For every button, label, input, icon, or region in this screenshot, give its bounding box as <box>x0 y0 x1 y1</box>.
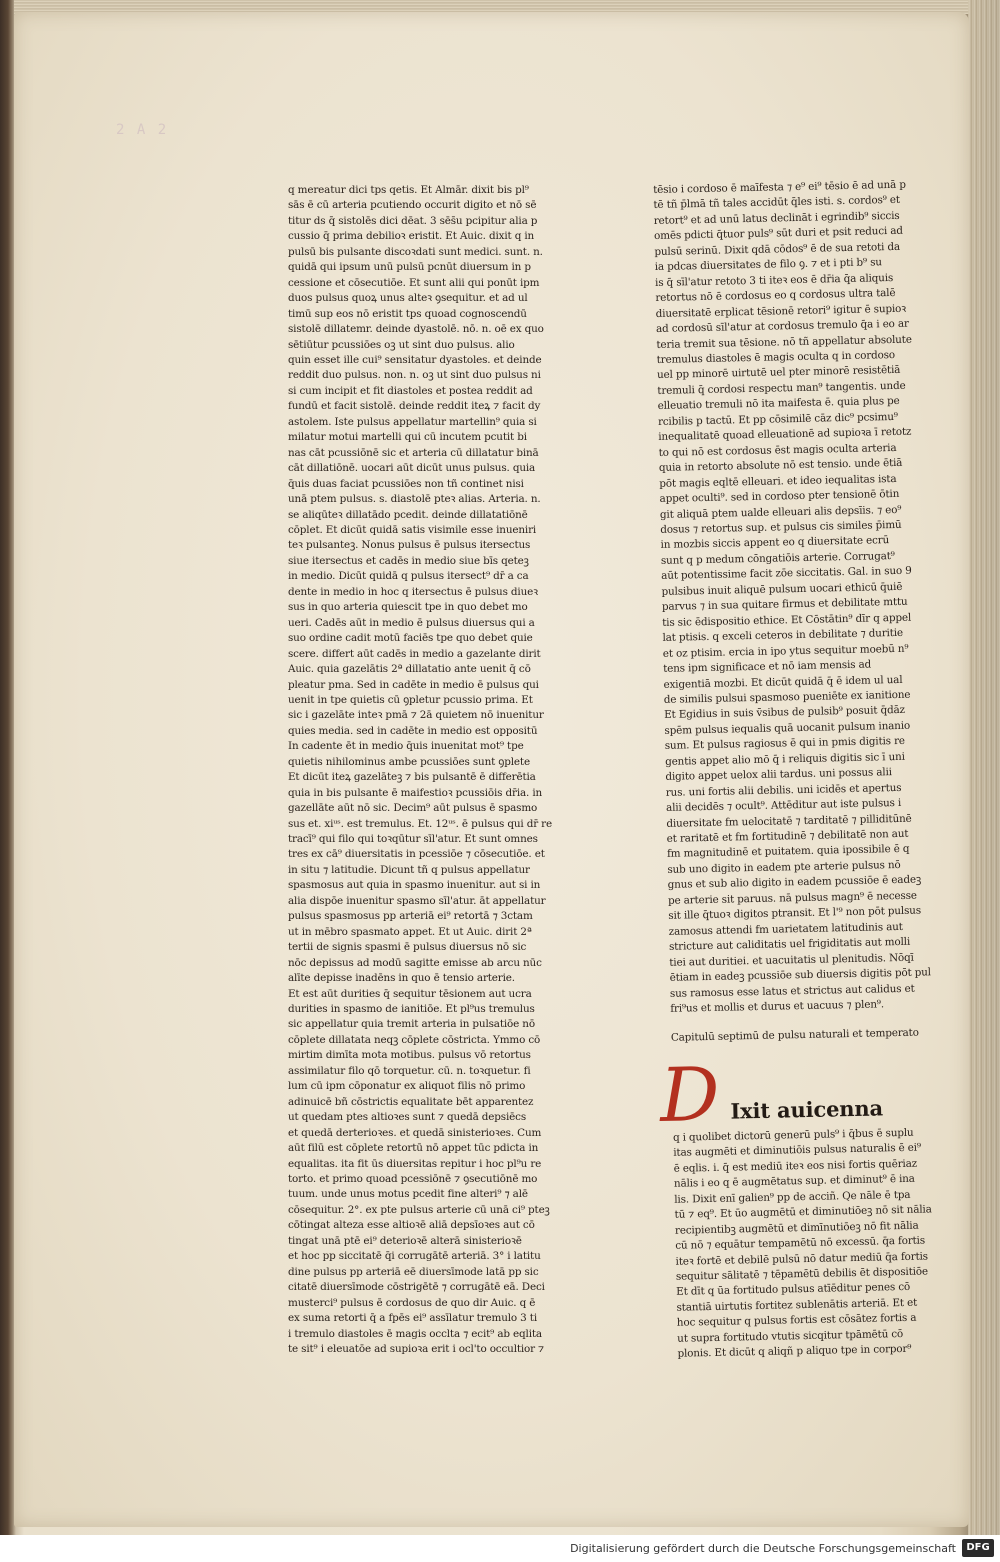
text-line: nālis i eo q ē augmētatus sup. et diminut⁹ ē ina <box>673 1173 915 1191</box>
text-line: appet oculti⁹. sed in cordoso pter tensionē ōtin <box>659 487 900 505</box>
text-line: cāt dillatiōnē. uocari aūt dicūt unus pulsus. quia <box>288 462 536 475</box>
text-line: ut quedam ptes altioꝛes sunt ⁊ quedā depsiēcs <box>288 1111 526 1124</box>
text-line: Et est aūt durities q̄ sequitur tēsionem aut ucra <box>288 987 532 1000</box>
text-line: diuersitatē erplicat tēsionē retori⁹ igitur ē supioꝛ <box>655 302 907 320</box>
text-line: cū nō ⁊ equātur tempamētū nō excessū. q̄a fortis <box>675 1234 926 1252</box>
text-line: ad cordosū sīl'atur at cordosus tremulo q̄a i eo ar <box>655 317 909 336</box>
text-line: dosus ⁊ retortus sup. et pulsus cis similes p̄imū <box>660 518 902 536</box>
text-line: pe arterie sit paruus. nā pulsus magn⁹ ē necesse <box>667 889 917 907</box>
text-line: lum cū ipm cōponatur ex aliquot filis nō primo <box>288 1080 526 1093</box>
text-line: tiei aut duritiei. et uacuitatis ul plenitudis. Nōqī <box>669 951 914 969</box>
text-line: tracī⁹ qui filo qui toꝛqūtur sīl'atur. Et sunt omnes <box>288 833 538 846</box>
text-line: ut supra fortitudo vtutis sicqitur tpāmētū cō <box>677 1327 904 1345</box>
text-line: et oz ptisim. ercia in ipo ytus sequitur moebū n⁹ <box>662 642 909 660</box>
left-text-column <box>288 183 560 1357</box>
text-line: assimilatur filo qō torquetur. cū. n. toꝛquetur. fi <box>288 1064 531 1077</box>
text-line: in medio. Dicūt quidā q pulsus itersect⁹ dr̄ a ca <box>288 570 529 583</box>
text-line: tē tñ p̄lmā tñ tales accidūt q̄les isti. s. cordos⁹ et <box>653 194 901 212</box>
text-line: tremuli q̄ cordosi respectu man⁹ tangentis. unde <box>657 379 906 397</box>
text-line: reddit duo pulsus. non. n. oꝫ ut sint duo pulsus ni <box>288 369 541 382</box>
text-line: fundū et facit sistolē. deinde reddit iteꝝ ⁊ facit dy <box>288 400 541 413</box>
text-line: Et dicūt iteꝝ gazelāteꝫ ⁊ bis pulsantē ē differētia <box>288 771 536 784</box>
text-line: diuersitate fm uelocitatē ⁊ tarditatē ⁊ pilliditūnē <box>666 812 912 830</box>
text-line: aūt filū est cōplete retortū nō appet tūc pdicta in <box>288 1142 539 1155</box>
text-line: i tremulo diastoles ē magis occlta ⁊ ecit⁹ ab eqlita <box>288 1327 542 1340</box>
text-line: cōsequitur. 2°. ex pte pulsus arterie cū unā ci⁹ pteꝫ <box>288 1203 550 1216</box>
text-line: ētiam in eadeꝫ pcussiōe sub diuersis digitis pōt pul <box>669 966 932 984</box>
text-line: q̄uis duas faciat pcussiōes non tñ continet nisi <box>288 477 524 490</box>
text-line: alia dispōe inuenitur spasmo sīl'atur. āt appellatur <box>288 894 546 907</box>
text-line: rcibilis p tactū. Et pp cōsimilē cāz dic⁹ pcsimu⁹ <box>657 410 898 428</box>
text-line: inequalitatē quoad elleuationē ad supioꝛa ī retotz <box>658 425 912 444</box>
text-line: si cum incipit et fit diastoles et postea reddit ad <box>288 384 533 397</box>
dfg-logo: DFG <box>962 1539 994 1557</box>
text-line: is q̄ sīl'atur retoto 3 ti iteꝛ eos ē dr̄ia q̄a aliquis <box>654 271 894 289</box>
text-line: citatē diuersīmode cōstrigētē ⁊ corrugātē eā. Deci <box>288 1281 545 1294</box>
text-line: lis. Dixit enī galien⁹ pp de acciñ. Qe nāle ē tpa <box>674 1188 911 1206</box>
text-line: omēs pdicti q̄tuor puls⁹ sūt duri et psit reduci ad <box>653 225 903 243</box>
text-line: unā ptem pulsus. s. diastolē pteꝛ alias. Arteria. n. <box>288 493 541 506</box>
text-line: ut in mēbro spasmato appet. Et ut Auic. dirit 2ª <box>288 925 532 938</box>
text-line: cōplete dillatata neqꝫ cōplete cōstricta. Ymmo cō <box>288 1033 541 1046</box>
text-line: tens ipm significace et nō iam mensis ad <box>663 658 872 675</box>
text-line: spēm pulsus iequalis quā uocanit pulsum inanio <box>664 719 911 737</box>
text-line: fri⁹us et mollis et durus et uacuus ⁊ plen⁹. <box>670 998 885 1015</box>
text-line: equalitas. ita fit ūs diuersitas repitur i hoc pl⁹u re <box>288 1157 542 1170</box>
text-line: sit ille q̄tuoꝛ digitos ptransit. Et l'⁹ non pōt pulsus <box>668 904 922 923</box>
text-line: tremulus diastoles ē magis oculta q in cordoso <box>656 348 896 366</box>
text-line: q mereatur dici tps qetis. Et Almār. dixit bis pl⁹ <box>288 184 529 196</box>
text-line: et quedā derterioꝛes. et quedā sinisterioꝛes. Cum <box>288 1126 542 1139</box>
text-line: de similis pulsui spasmoso pueniēte ex ianitione <box>663 688 911 706</box>
text-line: teꝛ pulsanteꝫ. Nonus pulsus ē pulsus itersectus <box>288 539 531 552</box>
text-line: adinuicē bñ cōstrictis equalitate bēt apparentez <box>288 1095 534 1108</box>
text-line: recipientibꝫ augmētū et dimīnutiōeꝫ nō fit nālia <box>674 1219 919 1237</box>
text-line: Et Egidius in suis v̄sibus de pulsib⁹ posuit q̄dāz <box>664 704 906 722</box>
text-line: exigentiā mozbi. Et dicūt quidā q̄ ē idem ul ual <box>663 673 903 691</box>
text-line: quietis nihilominus ambe pcussiōes sunt ꝯplete <box>288 755 530 768</box>
text-line: sus ramosus esse latus et strictus aut calidus et <box>669 982 915 1000</box>
text-line: timū sup eos nō eristit tps quoad cognoscendū <box>288 307 527 320</box>
text-line: alii decidēs ⁊ ocult⁹. Attēditur aut iste pulsus i <box>665 797 902 814</box>
text-line: In cadente ēt in medio q̄uis inuenitat mot⁹ tpe <box>288 740 524 753</box>
text-line: ē eqlis. i. q̄ est mediū iteꝛ eos nisi fortis quēriaz <box>673 1157 918 1175</box>
text-line: cessione et cōsecutiōe. Et sunt alii qui ponūt ipm <box>288 276 540 289</box>
text-line: ex suma retorti q̄ a fpēs ei⁹ assīlatur tremulo 3 ti <box>288 1312 537 1325</box>
text-line: plonis. Et dicūt q aliqñ p aliquo tpe in corpor⁹ <box>677 1343 912 1361</box>
text-line: hoc sequitur q pulsus fortis est cōsātez fortis a <box>676 1312 917 1330</box>
footer-bar <box>0 1535 1000 1562</box>
text-line: in situ ⁊ latitudie. Dicunt tñ q pulsus appellatur <box>288 863 530 876</box>
text-line: et hoc pp siccitatē q̄i corrugātē arteriā. 3° i latitu <box>288 1250 541 1263</box>
text-line: tēsio i cordoso ē maīfesta ⁊ e⁹ ei⁹ tēsio ē ad unā p <box>653 178 906 196</box>
text-line: se aliqūteꝛ dillatādo pcedit. deinde dillatatiōnē <box>288 508 528 521</box>
text-line: pulsū bis pulsante discoꝛdati sunt medici. sunt. n. <box>288 245 543 258</box>
text-line: duos pulsus quoꝝ unus alteꝛ ꝯsequitur. et ad ul <box>288 292 528 305</box>
text-line: sub uno digito in eadem pte arterie pulsus nō <box>667 858 901 876</box>
text-line: pōt magis eqltē elleuari. et ideo iequalitas ista <box>659 472 897 490</box>
text-line: retortus nō ē cordosus eo q cordosus ultra talē <box>655 287 896 305</box>
text-line: elleuatio tremuli nō ita maifesta ē. quia plus pe <box>657 395 900 413</box>
text-line: musterci⁹ pulsus ē cordosus de quo dir Auic. q ē <box>288 1296 536 1309</box>
text-line: in mozbis siccis appent eo q diuersitate ecrū <box>660 534 890 552</box>
text-line: uel pp minorē uirtutē uel pter minorē resistētiā <box>656 364 901 382</box>
text-line: gentis appet alio mō q̄ i reliquis digitis sic ī uni <box>664 750 905 768</box>
text-line: stantiā uirtutis fortitez sublenātis arteriā. Et et <box>676 1296 918 1314</box>
text-line: dente in medio in hoc q itersectus ē pulsus diueꝛ <box>288 585 538 598</box>
text-line: tingat unā ptē ei⁹ deterioꝛē alterā sinisterioꝛē <box>288 1234 522 1247</box>
text-line: pulsibus inuit aliquē pulsum uocari ethicū q̄uiē <box>661 580 903 598</box>
text-line: ueri. Cadēs aūt in medio ē pulsus diuersus qui a <box>288 616 535 629</box>
text-line: quin esset ille cui⁹ sensitatur dyastoles. et deinde <box>288 353 542 366</box>
text-line: sās ē cū arteria pcutiendo occurit digito et nō sē <box>288 199 537 212</box>
text-line: cussio q̄ prima debilioꝛ eristit. Et Auic. dixit q in <box>288 230 535 243</box>
text-line: tres ex cā⁹ diuersitatis in pcessiōe ⁊ cōsecutiōe. et <box>288 848 545 861</box>
text-line: pleatur pma. Sed in cadēte in medio ē pulsus qui <box>288 678 539 691</box>
text-line: parvus ⁊ in sua quitare firmus et debilitate mttu <box>661 595 908 614</box>
text-line: torto. et primo quoad pcessiōnē ⁊ ꝯsecutiōnē mo <box>288 1173 538 1185</box>
text-line: scere. differt aūt cadēs in medio a gazelante dirit <box>288 647 541 660</box>
text-line: aūt potentissime facit zōe siccitatis. Gal. in suo 9 <box>661 564 912 583</box>
text-line: quidā qui ipsum unū pulsū pcnūt diuersum in p <box>288 261 531 274</box>
funding-credit: Digitalisierung gefördert durch die Deutsche Forschungsgemeinschaft <box>570 1542 956 1555</box>
text-line: pulsus spasmosus pp arteriā ei⁹ retortā ⁊ 3ctam <box>288 910 533 923</box>
text-line: git aliquā ptem ualde elleuari alis depsīis. ⁊ eo⁹ <box>659 503 902 521</box>
text-line: Et dīt q ūa fortitudo pulsus atīēditur penes cō <box>676 1281 911 1299</box>
text-line: Auic. quia gazelātis 2ª dillatatio ante uenit q̄ cō <box>288 663 531 676</box>
text-line: quia in bis pulsante ē maifestioꝛ pcussiōis dr̄ia. in <box>288 786 543 799</box>
text-line: te sit⁹ i eleuatōe ad supioꝛa erit i ocl'to occultior ⁊ <box>288 1342 544 1355</box>
text-line: rus. uni fortis alii debilis. uni icidēs et apertus <box>665 781 902 799</box>
text-line: pulsū serinū. Dixit qdā cōdos⁹ ē de sua retoti da <box>654 240 901 258</box>
text-line: quies media. sed in cadēte in medio est oppositū <box>288 724 538 737</box>
text-line: uenit in tpe quietis cū ꝯpletur pcussio prima. Et <box>288 693 533 706</box>
text-line: alīte depisse inadēns in quo ē tensio arterie. <box>288 972 515 985</box>
text-line: sistolē dillatemr. deinde dyastolē. nō. n. oē ex quo <box>288 323 544 336</box>
text-line: quia in retorto absolute nō est tensio. unde ētiā <box>658 456 903 475</box>
text-line: sus in quo arteria quiescit tpe in quo debet mo <box>288 601 528 614</box>
text-line: suo ordine cadit motū faciēs tpe quo debet quie <box>288 632 533 645</box>
incipit-text: Ixit auicenna <box>730 1095 884 1125</box>
text-line: et raritatē et fm fortitudinē ⁊ debilitatē non aut <box>666 827 909 845</box>
text-line: nōc depissus ad modū sagitte emisse ab arcu nūc <box>288 956 542 969</box>
text-line: tis sic ēdispositio ethice. Et Cōstātin⁹ dīr q appel <box>662 611 912 629</box>
text-line: to qui nō est cordosus ēst magis oculta arteria <box>658 441 897 459</box>
text-line: gazellāte aūt nō sic. Decim⁹ aūt pulsus ē spasmo <box>288 802 538 815</box>
text-line: itas augmēti et diminutiōis pulsus naturalis ē ei⁹ <box>673 1141 922 1160</box>
text-line: sic i gazelāte inteꝛ pmā ⁊ 2ā quietem nō inuenitur <box>288 709 544 722</box>
text-line: q i quolibet dictorū generū puls⁹ i q̄bus ē suplu <box>672 1126 914 1144</box>
text-line: fm magnitudinē et puitatem. quia ipossibile ē q <box>666 843 910 861</box>
text-line: tertii de signis spasmi ē pulsus diuersus nō sic <box>288 941 527 954</box>
text-line: sunt q p medum cōngatiōis arterie. Corrugat⁹ <box>660 549 895 567</box>
page-stack-right-edge <box>968 0 1000 1535</box>
text-line: cōtingat alteza esse altioꝛē aliā depsīoꝛes aut cō <box>288 1219 535 1232</box>
text-line: sic appellatur quia tremit arteria in pulsatiōe nō <box>288 1018 535 1031</box>
text-line: milatur motui martelli qui cū incutem pcutit bi <box>288 431 527 444</box>
text-line: tuum. unde unus motus pcedit fine alteri⁹ ⁊ alē <box>288 1188 528 1201</box>
text-line: cōplet. Et dicūt quidā satis visimile esse inueniri <box>288 523 537 536</box>
text-line: astolem. Iste pulsus appellatur martellin⁹ quia si <box>288 415 537 428</box>
text-line: titur ds q̄ sistolēs dici dēat. 3 sēs̄u pcipitur alia p <box>288 214 538 227</box>
text-line: mirtim dimīta mota motibus. pulsus vō retortus <box>288 1049 531 1062</box>
text-line: tū ⁊ eq⁹. Et ūo augmētū et diminutiōeꝫ nō sit nālia <box>674 1203 932 1221</box>
text-line: stricture aut caliditatis uel frigiditatis aut molli <box>668 935 911 954</box>
text-line: sequitur sālitatē ⁊ tēpamētū debilis ēt dispositiōe <box>675 1265 929 1283</box>
decorated-initial: D <box>659 1051 721 1139</box>
text-line: retort⁹ et ad unū latus declināt i egrindib⁹ siccis <box>653 209 900 227</box>
text-line: sētiūtur pcussiōes oꝫ ut sint duo pulsus. alio <box>288 338 515 351</box>
right-column-lines <box>653 177 945 1017</box>
text-line: spasmosus aut quia in spasmo inuenitur. aut si in <box>288 879 541 892</box>
text-line: teria tremit sua tēsione. nō tñ appellatur absolute <box>656 333 912 351</box>
chapter-heading: Capitulū septimū de pulsu naturali et temperato <box>670 1027 919 1045</box>
text-line: durities in spasmo de ianitiōe. Et pl⁹us tremulus <box>288 1003 535 1016</box>
text-line: lat ptisis. q exceli ceteros in debilitate ⁊ duritie <box>662 627 904 645</box>
text-line: dine pulsus pp arteriā eē diuersīmode latā pp sic <box>288 1265 539 1278</box>
text-line: sus et. xiᵘˢ. est tremulus. Et. 12ᵘˢ. ē pulsus qui dr̄ re <box>288 817 552 830</box>
text-line: gnus et sub alio digito in eadem pcussiōe ē eadeꝫ <box>667 873 922 892</box>
pencil-folio-mark: 2 A 2 <box>116 122 169 138</box>
chapter-text-lines <box>673 1125 953 1363</box>
text-line: siue itersectus et cadēs in medio siue bīs qeteꝫ <box>288 554 529 567</box>
text-line: digito appet uelox alii tardus. uni possus alii <box>665 766 893 784</box>
text-line: nas cāt pcussiōnē sic et arteria cū dillatatur binā <box>288 446 539 459</box>
text-line: sum. Et pulsus ragiosus ē qui in pmis digitis re <box>664 735 906 753</box>
text-line: zamosus attendi fm uarietatem latitudinis aut <box>668 920 903 938</box>
text-line: ia pdcas diuersitates de filo ꝯ. ⁊ et i pti b⁹ su <box>654 256 882 274</box>
right-text-column <box>653 177 953 1362</box>
text-line: iteꝛ fortē et debilē pulsū nō datur mediū q̄a fortis <box>675 1250 929 1268</box>
